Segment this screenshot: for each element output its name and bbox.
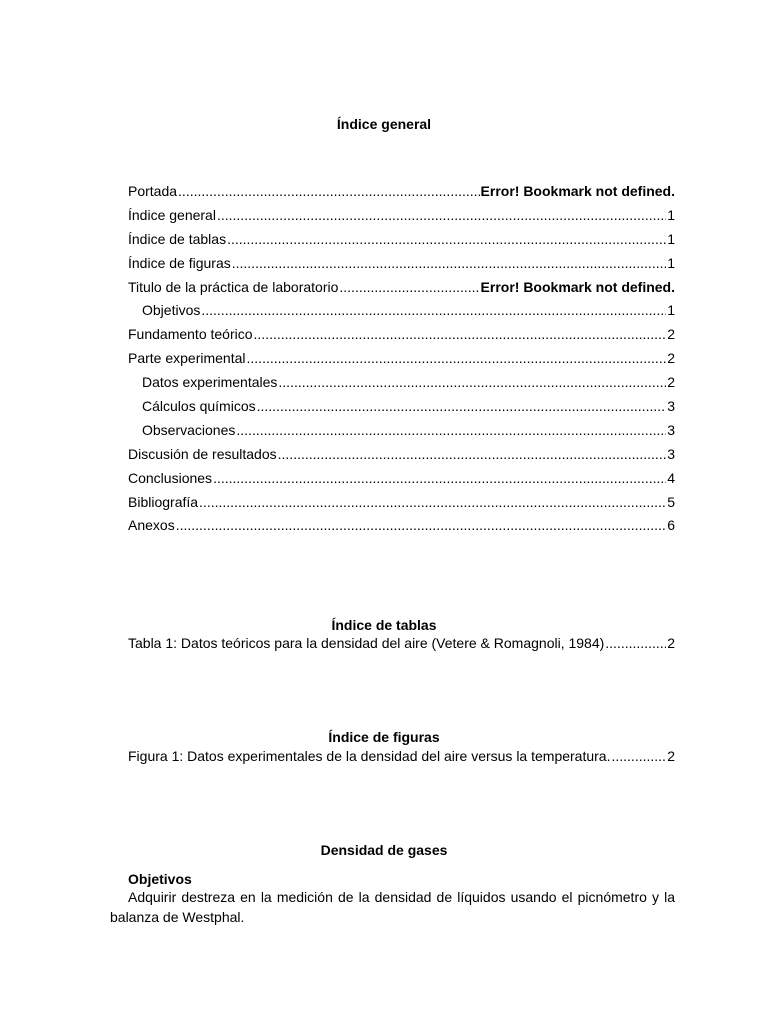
toc-entry-page: 4 [667,469,675,486]
toc-figures-title: Índice de figuras [328,729,440,745]
toc-leader-dots [236,420,666,440]
toc-tables-entry-page: 2 [667,635,675,651]
toc-entry-label: Índice de tablas [128,230,227,247]
toc-entry-label: Portada [128,183,178,199]
toc-entry-page: 3 [667,421,675,438]
toc-entry[interactable] [128,229,675,253]
toc-entry[interactable] [128,300,675,324]
toc-entry-page: 2 [667,326,675,343]
toc-leader-dots [217,205,666,225]
toc-general-title: Índice general [336,116,432,132]
toc-entry-label: Índice de figuras [128,254,231,271]
toc-figures-entry[interactable] [128,746,675,766]
toc-entry-page: 1 [667,230,675,247]
toc-entry-page: 6 [667,517,675,534]
toc-entry-label: Fundamento teórico [128,326,253,343]
toc-entry-page: 3 [667,398,675,415]
toc-general-list [128,181,675,539]
toc-entry[interactable] [128,253,675,277]
toc-entry-label: Cálculos químicos [142,398,256,415]
toc-entry[interactable] [128,468,675,492]
toc-leader-dots [178,181,479,201]
toc-entry[interactable] [128,396,675,420]
toc-entry-page: 2 [667,350,675,367]
toc-entry-label: Parte experimental [128,350,246,367]
toc-entry-label: Titulo de la práctica de laboratorio [128,278,339,295]
toc-leader-dots [339,277,479,297]
toc-entry-label: Anexos [128,517,175,534]
toc-leader-dots [199,492,666,512]
toc-leader-dots [278,372,666,392]
toc-entry[interactable] [128,181,675,205]
toc-entry[interactable] [128,515,675,539]
toc-leader-dots [227,229,666,249]
toc-leader-dots [201,300,666,320]
toc-leader-dots [176,515,667,535]
toc-entry-page: 1 [667,206,675,223]
toc-leader-dots [257,396,667,416]
toc-leader-dots [611,746,666,766]
toc-entry-page: 3 [667,445,675,462]
toc-entry-label: Bibliografía [128,493,199,510]
section-title: Densidad de gases [320,842,448,858]
toc-entry-label: Objetivos [142,302,201,319]
toc-entry[interactable] [128,444,675,468]
toc-entry[interactable] [128,324,675,348]
toc-entry-label: Datos experimentales [142,374,278,391]
toc-tables-entry[interactable] [128,633,675,653]
toc-leader-dots [278,444,667,464]
toc-tables-entry-label: Tabla 1: Datos teóricos para la densidad del aire (Vetere & Romagnoli, 1984) [128,635,605,651]
toc-leader-dots [232,253,666,273]
toc-leader-dots [213,468,666,488]
toc-entry-label: Índice general [128,206,216,223]
toc-entry-label: Observaciones [142,421,236,438]
toc-entry-page: 2 [667,374,675,391]
toc-figures-entry-label: Figura 1: Datos experimentales de la densidad del aire versus la temperatura. [128,748,611,764]
toc-entry[interactable] [128,205,675,229]
toc-entry-page: 5 [667,493,675,510]
toc-entry[interactable] [128,492,675,516]
toc-leader-dots [605,633,666,653]
toc-tables-title: Índice de tablas [331,617,437,633]
toc-leader-dots [254,324,667,344]
toc-leader-dots [247,348,667,368]
toc-entry-label: Conclusiones [128,469,213,486]
section-subtitle: Objetivos [128,871,192,887]
toc-entry-page: 1 [667,254,675,271]
toc-entry-page: Error! Bookmark not defined. [480,183,675,199]
toc-entry[interactable] [128,372,675,396]
toc-entry[interactable] [128,277,675,301]
toc-entry[interactable] [128,348,675,372]
toc-entry-page: Error! Bookmark not defined. [480,278,675,295]
toc-entry-page: 1 [667,302,675,319]
toc-entry[interactable] [128,420,675,444]
toc-entry-label: Discusión de resultados [128,445,277,462]
toc-figures-entry-page: 2 [667,748,675,764]
section-paragraph: Adquirir destreza en la medición de la densidad de líquidos usando el picnómetro y la balanza de Westphal. [110,889,675,925]
